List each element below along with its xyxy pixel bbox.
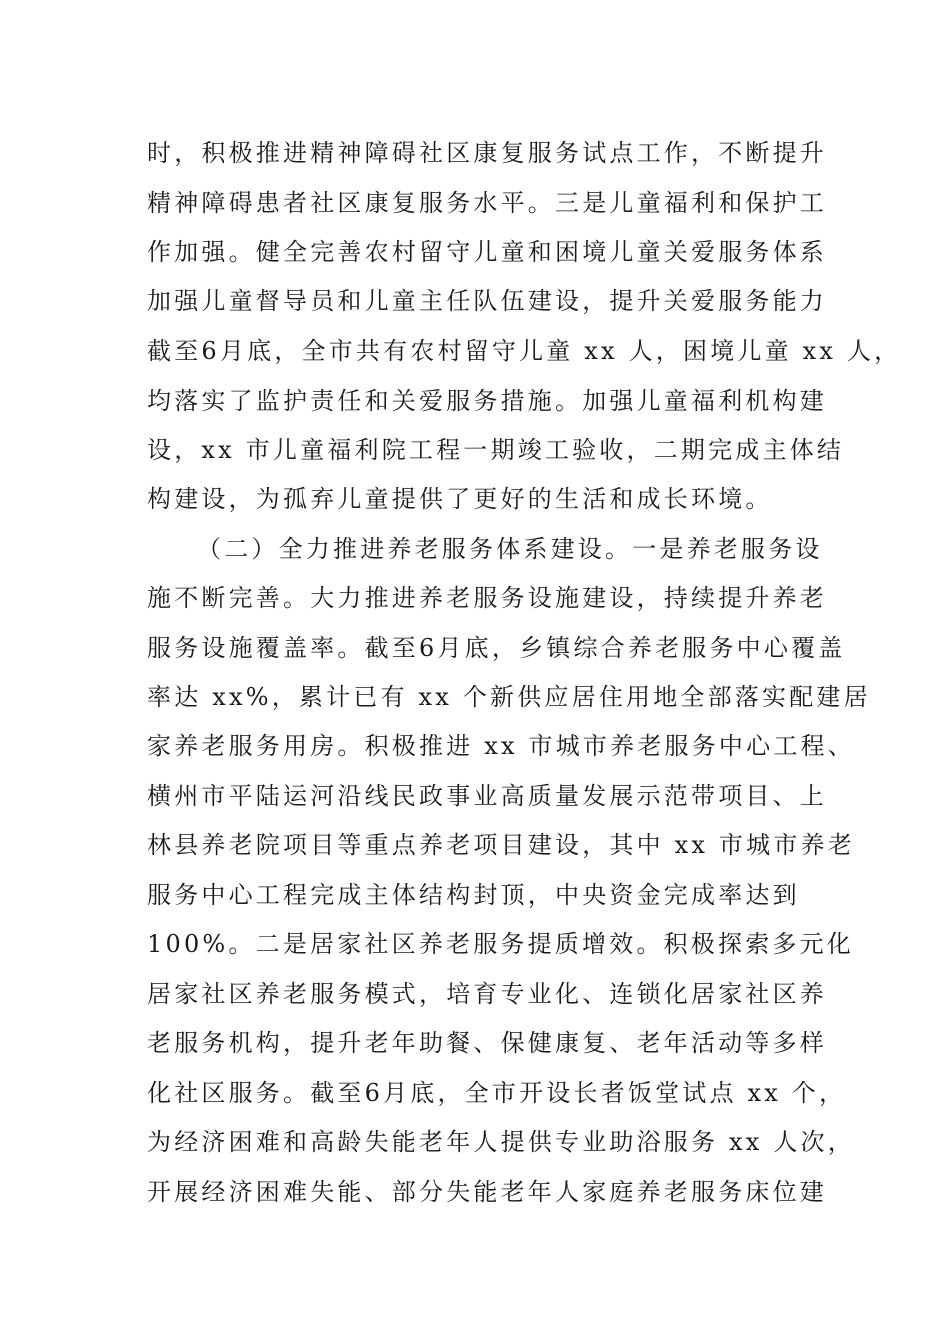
text-line: 作加强。健全完善农村留守儿童和困境儿童关爱服务体系 [147, 238, 827, 266]
text-line: 服务中心工程完成主体结构封顶，中央资金完成率达到 [147, 881, 800, 909]
text-line: 构建设，为孤弃儿童提供了更好的生活和成长环境。 [147, 485, 773, 513]
text-line: 施不断完善。大力推进养老服务设施建设，持续提升养老 [147, 584, 827, 612]
text-line: 设，xx 市儿童福利院工程一期竣工验收，二期完成主体结 [147, 436, 845, 464]
text-line: 化社区服务。截至6月底，全市开设长者饭堂试点 xx 个， [147, 1079, 847, 1107]
text-line: 100%。二是居家社区养老服务提质增效。积极探索多元化 [147, 930, 855, 958]
text-line: 精神障碍患者社区康复服务水平。三是儿童福利和保护工 [147, 189, 827, 217]
text-line: 率达 xx%，累计已有 xx 个新供应居住用地全部落实配建居 [147, 683, 871, 711]
text-line: 林县养老院项目等重点养老项目建设，其中 xx 市城市养老 [147, 831, 855, 859]
text-line: 开展经济困难失能、部分失能老年人家庭养老服务床位建 [147, 1178, 827, 1206]
text-line: 加强儿童督导员和儿童主任队伍建设，提升关爱服务能力 [147, 287, 827, 315]
text-line: 为经济困难和高龄失能老年人提供专业助浴服务 xx 人次， [147, 1128, 855, 1156]
text-line: 横州市平陆运河沿线民政事业高质量发展示范带项目、上 [147, 782, 827, 810]
text-line: 居家社区养老服务模式，培育专业化、连锁化居家社区养 [147, 980, 827, 1008]
text-line: 服务设施覆盖率。截至6月底，乡镇综合养老服务中心覆盖 [147, 634, 846, 662]
text-line: 时，积极推进精神障碍社区康复服务试点工作，不断提升 [147, 139, 827, 167]
text-line: 家养老服务用房。积极推进 xx 市城市养老服务中心工程、 [147, 732, 855, 760]
text-line: 均落实了监护责任和关爱服务措施。加强儿童福利机构建 [147, 387, 827, 415]
text-line: 截至6月底，全市共有农村留守儿童 xx 人，困境儿童 xx 人， [147, 337, 902, 365]
text-line: 老服务机构，提升老年助餐、保健康复、老年活动等多样 [147, 1029, 827, 1057]
section-heading-line: （二）全力推进养老服务体系建设。一是养老服务设 [197, 535, 823, 563]
